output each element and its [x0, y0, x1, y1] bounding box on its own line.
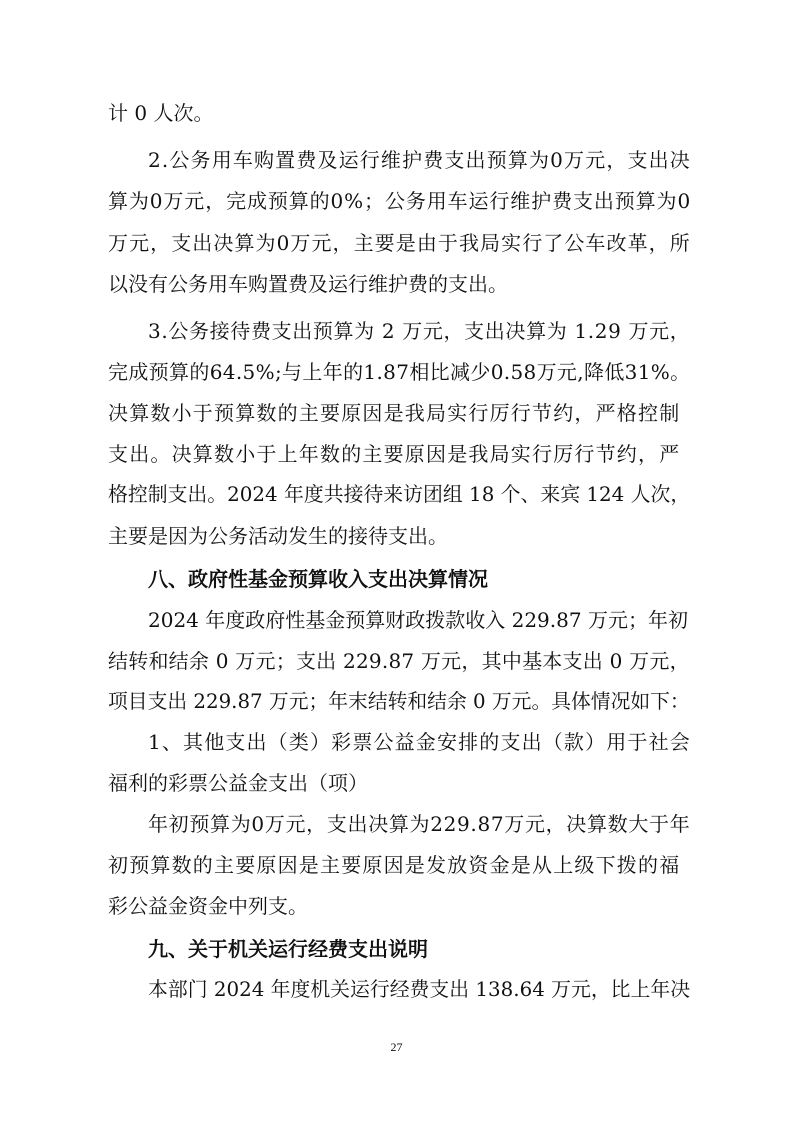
text-line: 本部门 2024 年度机关运行经费支出 138.64 万元，比上年决: [148, 978, 691, 1001]
text-line: 支出。决算数小于上年数的主要原因是我局实行厉行节约，严: [108, 442, 681, 466]
text-line: 算为0万元，完成预算的0%；公务用车运行维护费支出预算为0: [108, 189, 692, 213]
text-line: 主要是因为公务活动发生的接待支出。: [108, 524, 448, 548]
text-line: 决算数小于预算数的主要原因是我局实行厉行节约，严格控制: [108, 401, 681, 425]
text-line: 结转和结余 0 万元；支出 229.87 万元，其中基本支出 0 万元，: [108, 649, 690, 673]
page-number: 27: [390, 1040, 403, 1054]
text-line: 完成预算的64.5%;与上年的1.87相比减少0.58万元,降低31%。: [108, 360, 691, 384]
text-line: 2024 年度政府性基金预算财政拨款收入 229.87 万元；年初: [148, 608, 688, 632]
text-line: 2.公务用车购置费及运行维护费支出预算为0万元，支出决: [148, 148, 691, 172]
text-line: 以没有公务用车购置费及运行维护费的支出。: [108, 272, 508, 296]
text-line: 3.公务接待费支出预算为 2 万元，支出决算为 1.29 万元，: [148, 319, 691, 343]
text-line: 万元，支出决算为0万元，主要是由于我局实行了公车改革，所: [108, 231, 691, 255]
text-line: 福利的彩票公益金支出（项）: [108, 771, 368, 795]
text-line: 项目支出 229.87 万元；年末结转和结余 0 万元。具体情况如下：: [108, 690, 690, 713]
text-line: 1、其他支出（类）彩票公益金安排的支出（款）用于社会: [148, 730, 691, 754]
text-line: 初预算数的主要原因是主要原因是发放资金是从上级下拨的福: [108, 853, 681, 877]
text-line: 格控制支出。2024 年度共接待来访团组 18 个、来宾 124 人次，: [108, 483, 691, 506]
section-heading: 八、政府性基金预算收入支出决算情况: [148, 567, 488, 591]
section-heading: 九、关于机关运行经费支出说明: [148, 937, 428, 961]
text-line: 计 0 人次。: [108, 101, 214, 125]
text-line: 年初预算为0万元，支出决算为229.87万元，决算数大于年: [148, 812, 691, 836]
text-line: 彩公益金资金中列支。: [108, 894, 308, 918]
